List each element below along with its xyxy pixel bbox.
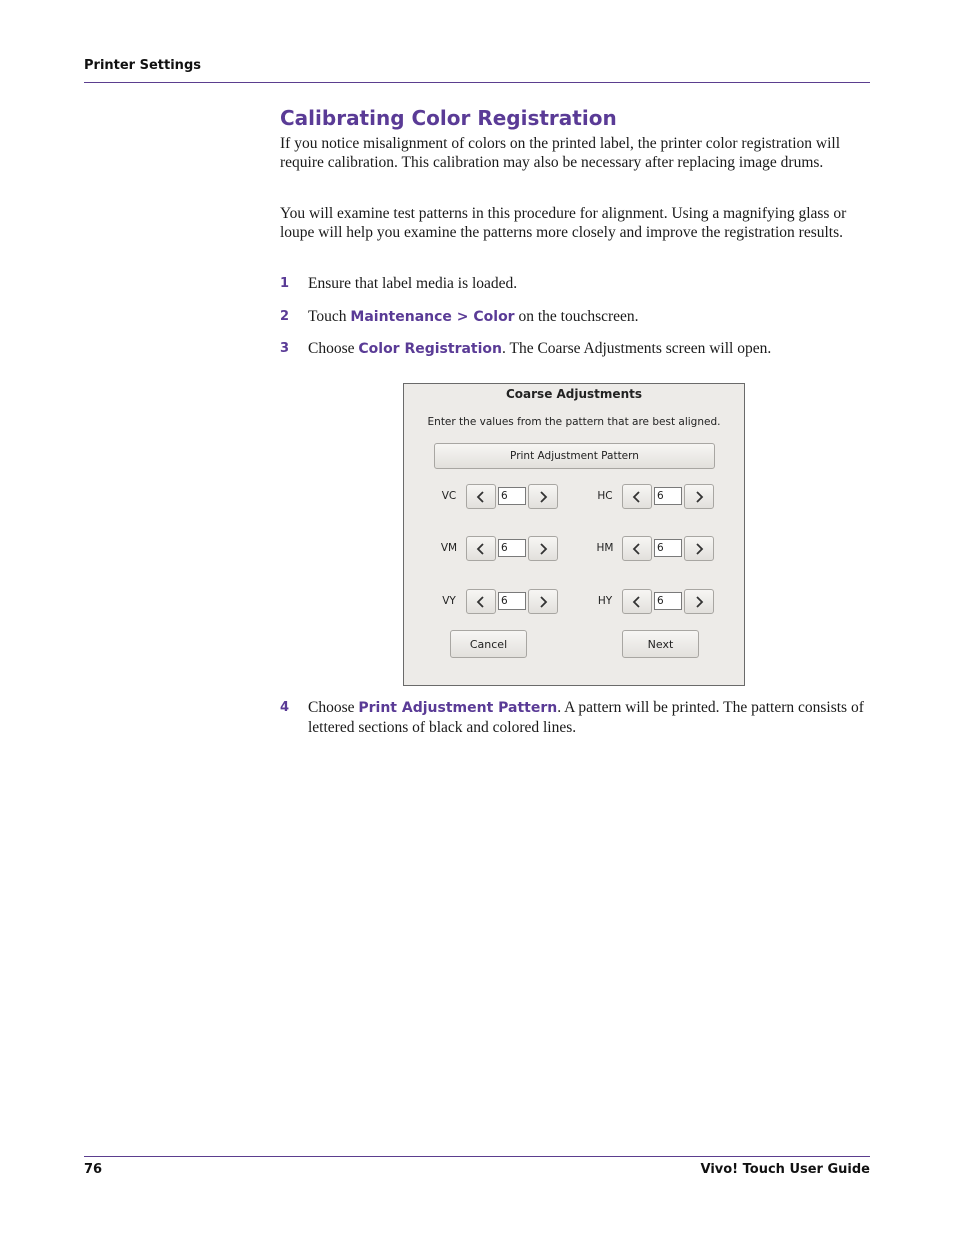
chevron-left-icon — [475, 490, 487, 504]
dialog-title: Coarse Adjustments — [505, 387, 642, 401]
intro-paragraph: If you notice misalignment of colors on the printed label, the printer color registration will require calibration. This calibration may also be necessary after replacing image drums. — [280, 135, 841, 171]
hm-increment-button[interactable] — [684, 536, 714, 561]
button-name: Print Adjustment Pattern — [358, 700, 558, 716]
chevron-left-icon — [631, 490, 643, 504]
vc-control — [434, 484, 574, 510]
chevron-right-icon — [537, 542, 549, 556]
step-text-post: on the touchscreen. — [514, 308, 639, 325]
examine-paragraph: You will examine test patterns in this procedure for alignment. Using a magnifying glass or loupe will help you examine the patterns more closely and improve the registration results. — [280, 205, 847, 241]
step-number: 2 — [280, 309, 290, 324]
hc-label: HC — [597, 490, 613, 502]
chevron-right-icon — [693, 490, 705, 504]
vc-increment-button[interactable] — [528, 484, 558, 509]
hc-increment-button[interactable] — [684, 484, 714, 509]
hy-control — [590, 589, 730, 615]
step-text: Ensure that label media is loaded. — [308, 275, 518, 292]
print-adjustment-pattern-button[interactable]: Print Adjustment Pattern — [434, 443, 715, 469]
vm-value-input[interactable] — [498, 539, 526, 557]
hy-increment-button[interactable] — [684, 589, 714, 614]
hy-value-input[interactable] — [654, 592, 682, 610]
step-number: 1 — [280, 276, 290, 291]
vy-increment-button[interactable] — [528, 589, 558, 614]
chevron-left-icon — [631, 542, 643, 556]
guide-title: Vivo! Touch User Guide — [700, 1162, 870, 1177]
step-text — [308, 339, 872, 359]
hm-control — [590, 536, 730, 562]
vc-decrement-button[interactable] — [466, 484, 496, 509]
vy-decrement-button[interactable] — [466, 589, 496, 614]
menu-path: Maintenance > Color — [350, 309, 515, 325]
section-title: Calibrating Color Registration — [280, 106, 617, 130]
step-number: 3 — [280, 341, 290, 356]
step-text-pre: Choose — [308, 699, 359, 716]
hm-value-input[interactable] — [654, 539, 682, 557]
step-2 — [280, 307, 872, 327]
step-text — [308, 307, 872, 327]
step-number: 4 — [280, 700, 290, 715]
running-header: Printer Settings — [84, 58, 201, 73]
step-text-pre: Touch — [308, 308, 351, 325]
chevron-right-icon — [537, 595, 549, 609]
chevron-right-icon — [537, 490, 549, 504]
dialog-instruction: Enter the values from the pattern that are best aligned. — [427, 416, 721, 428]
hc-decrement-button[interactable] — [622, 484, 652, 509]
vc-label: VC — [441, 490, 457, 502]
vy-label: VY — [442, 595, 456, 607]
cancel-button[interactable]: Cancel — [450, 630, 527, 658]
hm-label: HM — [596, 542, 614, 554]
vc-value-input[interactable] — [498, 487, 526, 505]
chevron-left-icon — [475, 542, 487, 556]
header-divider — [84, 82, 870, 83]
vm-increment-button[interactable] — [528, 536, 558, 561]
step-text — [308, 698, 872, 737]
step-text-post: . A pattern will be printed. The pattern consists of lettered sections of black and colored lines. — [308, 699, 864, 736]
step-text-post: . The Coarse Adjustments screen will open. — [502, 340, 772, 357]
vy-value-input[interactable] — [498, 592, 526, 610]
vm-control — [434, 536, 574, 562]
step-3 — [280, 339, 872, 359]
step-1 — [280, 274, 872, 293]
coarse-adjustments-dialog — [403, 383, 745, 686]
chevron-left-icon — [475, 595, 487, 609]
hc-control — [590, 484, 730, 510]
chevron-left-icon — [631, 595, 643, 609]
footer-divider — [84, 1156, 870, 1157]
hc-value-input[interactable] — [654, 487, 682, 505]
next-button[interactable]: Next — [622, 630, 699, 658]
vm-label: VM — [440, 542, 458, 554]
hy-label: HY — [597, 595, 613, 607]
step-text-pre: Choose — [308, 340, 359, 357]
hy-decrement-button[interactable] — [622, 589, 652, 614]
vm-decrement-button[interactable] — [466, 536, 496, 561]
hm-decrement-button[interactable] — [622, 536, 652, 561]
step-4 — [280, 698, 872, 737]
page-number: 76 — [84, 1162, 103, 1177]
chevron-right-icon — [693, 542, 705, 556]
chevron-right-icon — [693, 595, 705, 609]
vy-control — [434, 589, 574, 615]
menu-item-name: Color Registration — [358, 341, 503, 357]
